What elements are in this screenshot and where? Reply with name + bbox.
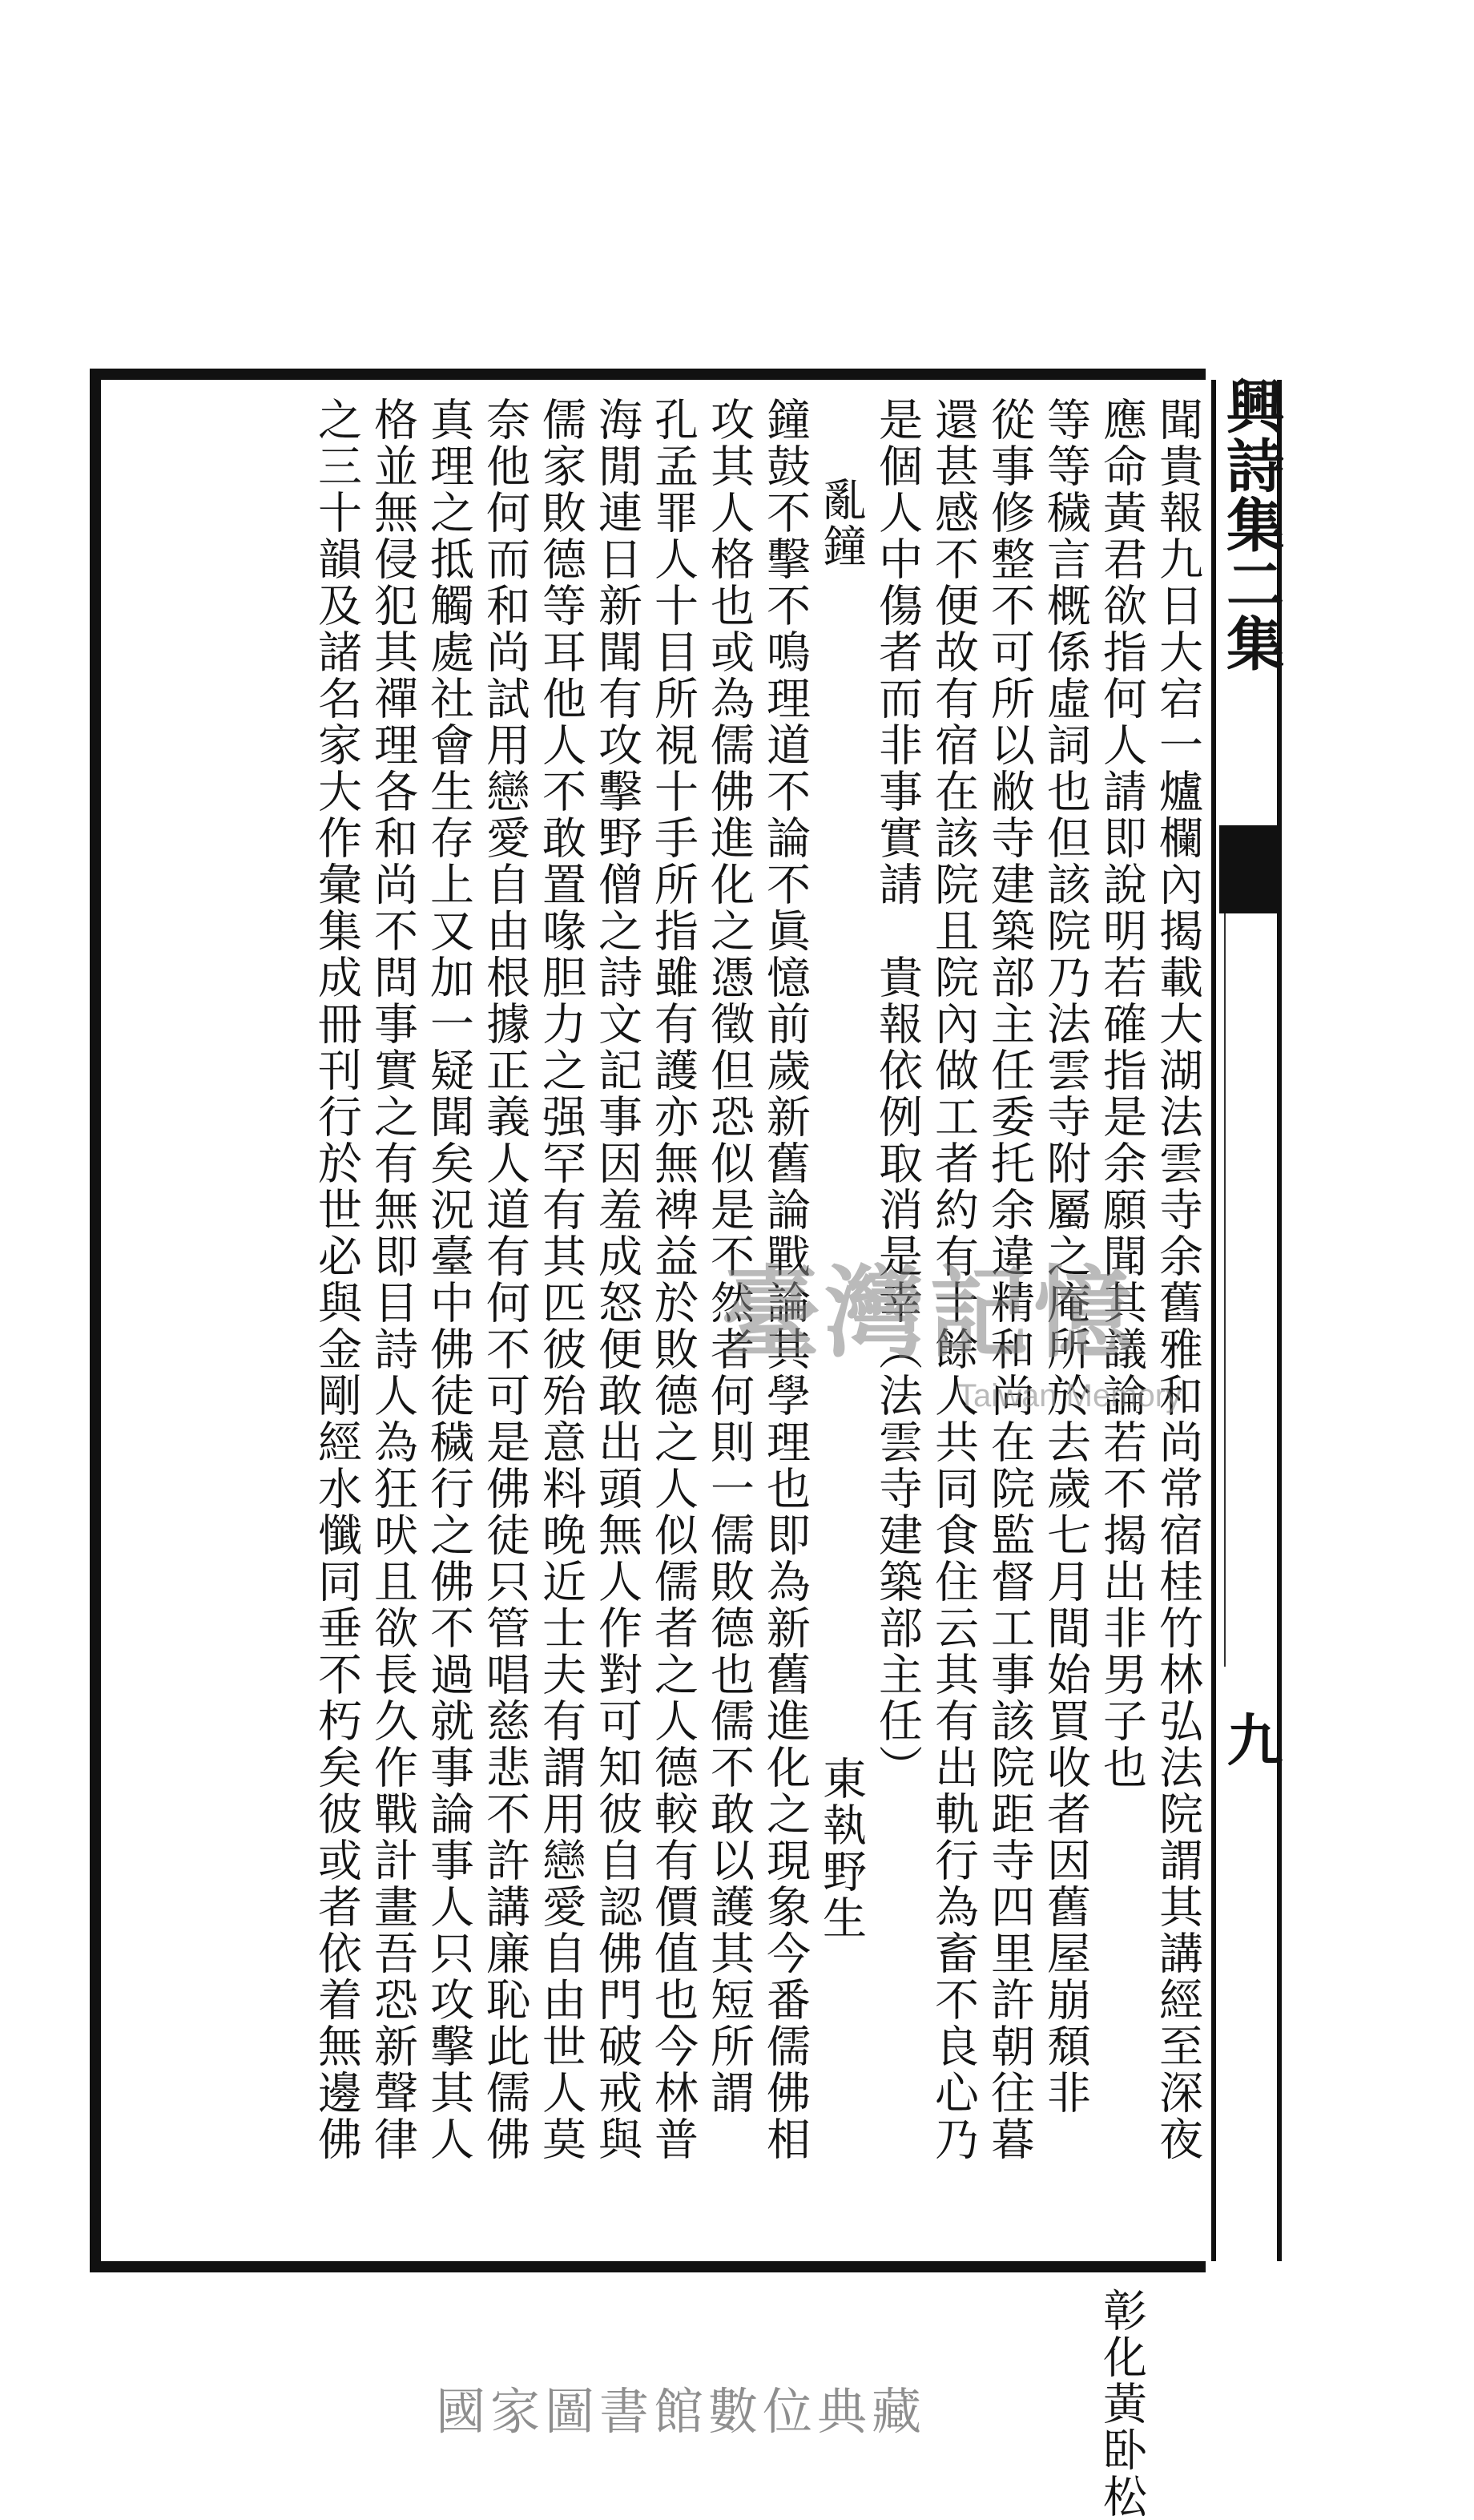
column-text: 之三十韻及諸名家大作彙集成冊刊行於世必與金剛經水懺同垂不朽矣彼或者依着無邊佛 (311, 397, 362, 2163)
column-text: 聞貴報九日大宕一爐欄內揭載大湖法雲寺余舊雅和尚常宿桂竹林弘法院謂其講經至深夜 (1152, 397, 1203, 2163)
author-name: 彰化黃卧松 (1096, 2288, 1147, 2520)
column-text: 還甚感不便故有宿在該院且院內做工者約有十餘人共同食住云其有出軌行為畜不良心乃 (928, 397, 979, 2163)
fish-tail-mark (1219, 825, 1282, 913)
text-column (421, 381, 477, 2260)
text-column (364, 381, 421, 2260)
watermark-text: Taiwan Memory (957, 1378, 1182, 1413)
book-title: 興詩集二集 (1217, 377, 1285, 673)
column-text: 奈他何而和尚試用戀愛自由根據正義人道有何不可是佛徒只管唱慈悲不許講廉恥此儒佛 (479, 397, 530, 2163)
text-column (308, 381, 364, 2260)
text-column (533, 381, 589, 2260)
column-text: 攻其人格也或為儒佛進化之憑徵但恐似是不然者何則一儒敗德也儒不敢以護其短所謂 (703, 397, 755, 2116)
column-text: 真理之抵觸處社會生存上又加一疑聞矣況臺中佛徒穢行之佛不過就事論事人只攻擊其人 (423, 397, 474, 2163)
column-text: 鐘鼓不擊不鳴理道不論不眞憶前歲新舊論戰論其學理也即為新舊進化之現象今番儒佛相 (759, 397, 811, 2163)
author-name: 東執野生 (816, 1756, 867, 1941)
column-text: 格並無侵犯其禪理各和尚不問事實之有無即目詩人為狂吠且欲長久作戰計畫吾恐新聲律 (367, 397, 418, 2163)
text-column (589, 381, 645, 2260)
column-text: 應命黃君欲指何人請即說明若確指是余願聞其議論若不揭出非男子也 (1096, 397, 1147, 1791)
column-text: 從事修整不可所以敝寺建築部主任委托余違精和尚在院監督工事該院距寺四里許朝往暮 (984, 397, 1035, 2163)
column-text: 儒家敗德等耳他人不敢置喙胆力之强罕有其匹彼殆意料晚近士夫有謂用戀愛自由世人莫 (535, 397, 586, 2163)
column-text: 是個人中傷者而非事實請 貴報依例取消是幸（法雲寺建築部主任） (872, 397, 923, 1791)
watermark-logo: 臺灣記憶 (721, 1256, 1138, 1372)
article-title: 亂鐘 (816, 477, 867, 570)
footer-caption: 國家圖書館數位典藏 (435, 2382, 926, 2441)
text-column (477, 381, 533, 2260)
column-text: 海閒連日新聞有攻擊野僧之詩文記事因羞成怒便敢出頭無人作對可知彼自認佛門破戒與 (591, 397, 642, 2163)
column-text: 孔孟罪人十目所視十手所指雖有護亦無裨益於敗德之人似儒者之人德較有價值也今林普 (647, 397, 699, 2163)
column-text: 等等穢言概係虛詞也但該院乃法雲寺附屬之庵所於去歲七月間始買收者因舊屋崩頹非 (1040, 397, 1091, 2116)
page-number: 九 (1218, 1711, 1284, 1767)
text-column (645, 381, 701, 2260)
